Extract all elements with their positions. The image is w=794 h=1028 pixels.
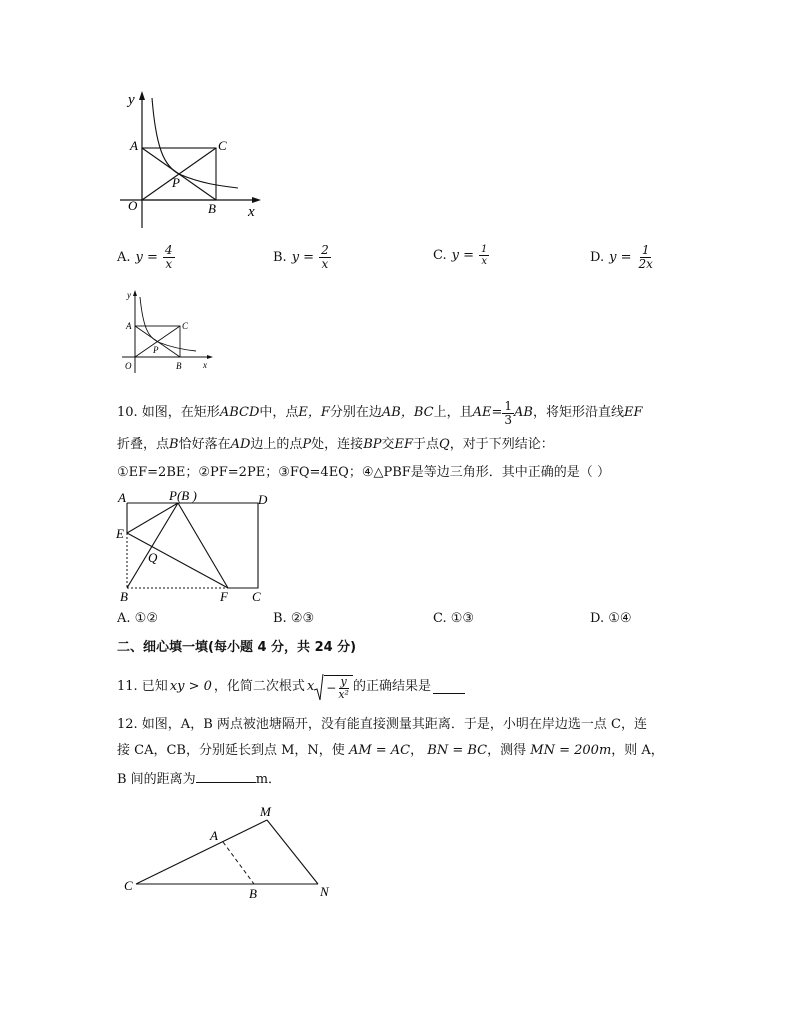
segment-pf — [178, 503, 228, 588]
segment-bp — [127, 503, 178, 588]
svg-text:x: x — [203, 360, 207, 370]
q12-line-1: 12. 如图，A，B 两点被池塘隔开，没有能直接测量其距离．于是，小明在岸边选一点 C，连 — [117, 717, 647, 732]
svg-text:C: C — [252, 589, 261, 604]
fraction: $\frac{2}{x}$ — [321, 243, 329, 271]
label-b: B — [208, 201, 216, 216]
svg-text:F: F — [220, 589, 228, 604]
svg-text:A: A — [126, 321, 132, 331]
q9-figure-small — [118, 287, 218, 373]
svg-text:M: M — [260, 804, 271, 819]
q10-option-a[interactable]: A. ①② — [117, 611, 158, 626]
fraction-one-third: $\frac{1}{3}$ — [504, 398, 513, 427]
q10-option-d[interactable]: D. ①④ — [590, 611, 632, 626]
q11-text: 11. 已知 xy > 0 ，化简二次根式 x − $\frac{y}{\text{x²}}$ 的正确结果是 — [117, 672, 465, 702]
q9-option-c[interactable]: C. y = $\frac{1}{x}$ — [433, 244, 488, 267]
q10-option-c[interactable]: C. ①③ — [433, 611, 475, 626]
dashed-ab — [223, 842, 254, 884]
svg-text:y: y — [127, 290, 131, 300]
segment-ef — [127, 533, 228, 588]
fraction: $\frac{4}{x}$ — [164, 243, 173, 271]
svg-text:E: E — [116, 526, 124, 541]
label-a: A — [130, 138, 138, 153]
section-2-heading: 二、细心填一填(每小题 4 分，共 24 分) — [117, 640, 357, 655]
q12-line-3: B 间的距离为 m． — [117, 769, 281, 789]
label-y: y — [128, 92, 135, 108]
svg-text:C: C — [182, 321, 189, 331]
label-o: O — [128, 198, 138, 213]
svg-text:P: P — [153, 345, 159, 355]
fraction: $\frac{1}{2x}$ — [638, 243, 653, 271]
q10-line-1: 10. 如图，在矩形 ABCD 中，点 E，F 分别在边 AB，BC 上，且 AE= $\frac{1}{3}$ AB ，将矩形沿直线 EF — [117, 398, 643, 427]
segment-ep — [127, 503, 178, 533]
segment-mn — [267, 820, 318, 884]
svg-text:B: B — [176, 361, 182, 371]
q9-figure-large — [112, 88, 272, 228]
svg-text:P(B ): P(B ) — [169, 488, 197, 503]
q12-line-2: 接 CA，CB，分别延长到点 M，N，使 AM = AC， BN = BC，测得 MN = 200m，则 A， — [117, 743, 664, 758]
q11-answer-blank[interactable] — [433, 680, 465, 694]
q10-line-3: ①EF=2BE；②PF=2PE；③FQ=4EQ；④△PBF是等边三角形．其中正确的是（ ） — [117, 465, 610, 480]
q10-line-2: 折叠，点B恰好落在AD边上的点P处，连接BP交EF于点Q，对于下列结论： — [117, 437, 554, 452]
fraction: $\frac{1}{x}$ — [481, 244, 488, 267]
q9-option-b[interactable]: B. y = $\frac{2}{x}$ — [273, 243, 329, 271]
rect-top-right — [127, 503, 258, 588]
svg-text:D: D — [258, 492, 268, 507]
svg-text:C: C — [124, 878, 133, 893]
svg-text:B: B — [120, 589, 128, 604]
radical: − $\frac{y}{\text{x²}}$ — [314, 673, 353, 701]
svg-text:B: B — [249, 886, 257, 901]
q10-option-b[interactable]: B. ②③ — [273, 611, 315, 626]
q9-option-d[interactable]: D. y = $\frac{1}{2x}$ — [590, 243, 653, 271]
svg-text:A: A — [210, 828, 218, 843]
q12-answer-blank[interactable] — [196, 769, 256, 783]
label-x: x — [248, 204, 255, 220]
label-c: C — [218, 138, 227, 153]
q9-option-a[interactable]: A. y = $\frac{4}{x}$ — [117, 243, 173, 271]
label-p: P — [172, 175, 180, 190]
svg-text:Q: Q — [148, 550, 158, 565]
q12-figure — [118, 800, 338, 902]
y-axis-arrow — [139, 91, 145, 100]
x-axis-arrow — [252, 197, 261, 203]
q10-figure — [112, 488, 272, 604]
segment-cm — [136, 820, 267, 884]
svg-text:N: N — [320, 884, 329, 899]
svg-text:O: O — [125, 361, 132, 371]
svg-text:A: A — [118, 490, 126, 505]
